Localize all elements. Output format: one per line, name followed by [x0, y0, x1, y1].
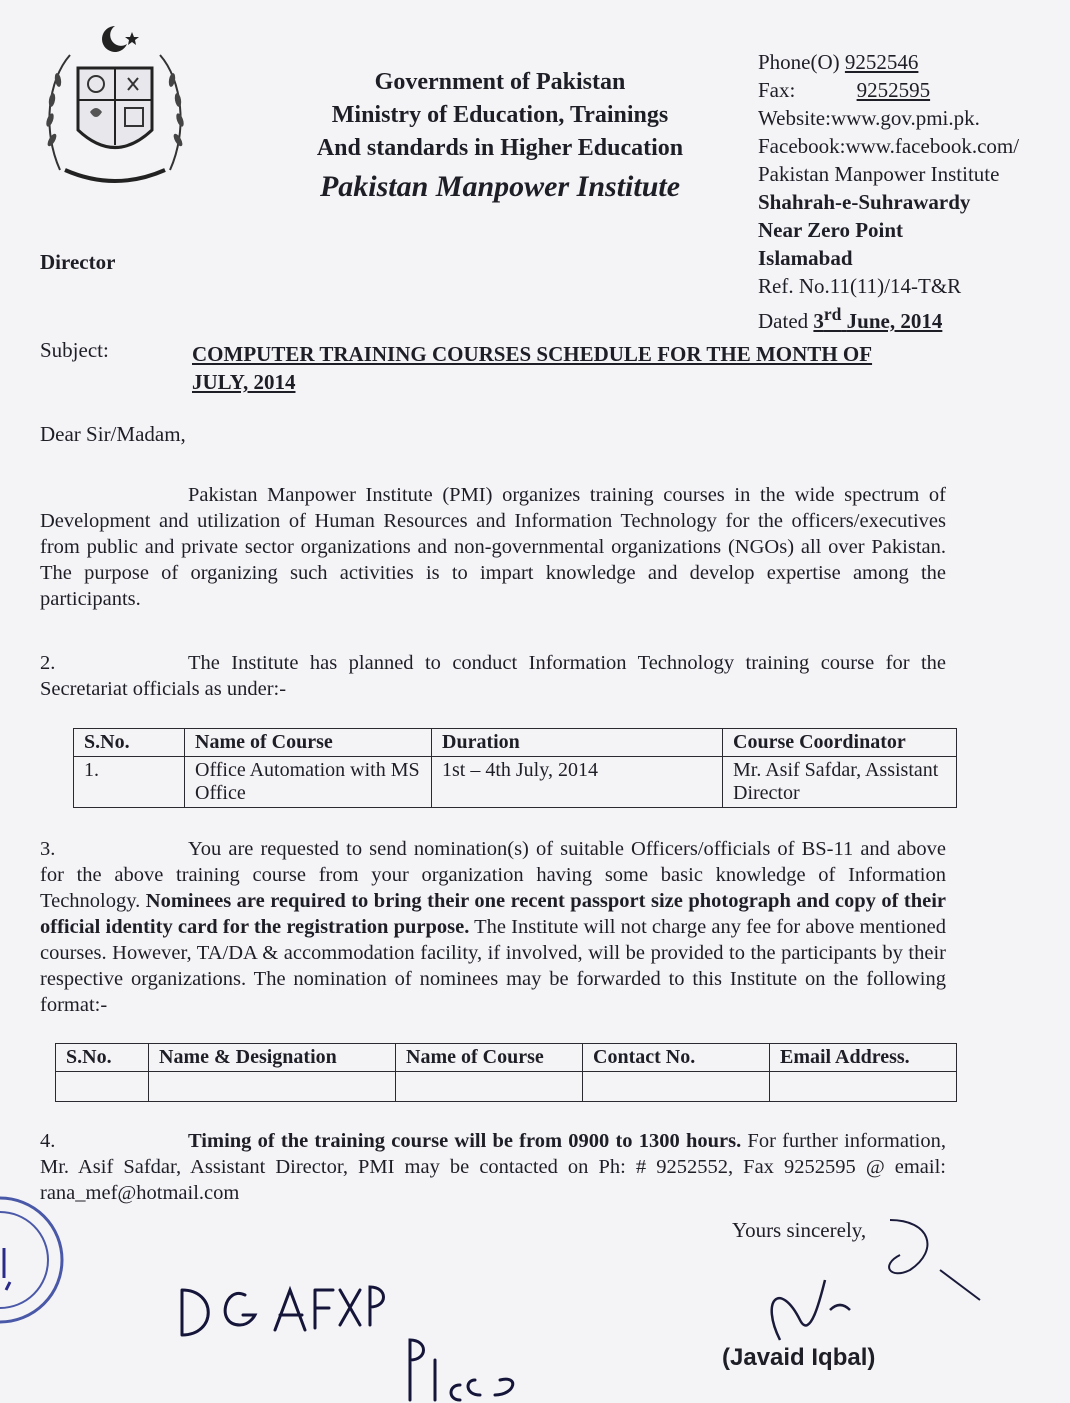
ministry-line-2: And standards in Higher Education: [316, 135, 684, 161]
subject-text: COMPUTER TRAINING COURSES SCHEDULE FOR THE MONTH OF JULY, 2014: [192, 342, 873, 394]
date-day: 3: [813, 309, 824, 333]
date-rest: June, 2014: [846, 309, 943, 333]
column-header: S.No.: [74, 729, 185, 757]
state-emblem-icon: [40, 20, 190, 200]
contact-block: [758, 48, 1068, 335]
table-cell: [56, 1072, 149, 1102]
dated-label: Dated: [758, 309, 809, 333]
phone-line: [758, 48, 1068, 76]
paragraph-1-text: Pakistan Manpower Institute (PMI) organizes training courses in the wide spectrum of Development and utilization of Human Resources and Information Technology for the officers/executives from public and private sector organizations and non-governmental organizations (NGOs) all over Pakistan. The purpose of organizing such activities is to impart knowledge and develop expertise among the participants.: [40, 484, 946, 610]
phone-number: 9252546: [844, 50, 919, 74]
paragraph-4-bold-text: Timing of the training course will be from 0900 to 1300 hours.: [188, 1130, 742, 1152]
column-header: Name & Designation: [149, 1044, 396, 1072]
institute-name: Pakistan Manpower Institute: [319, 170, 681, 203]
director-label: Director: [40, 250, 116, 274]
column-header: Course Coordinator: [723, 729, 957, 757]
table-cell: Mr. Asif Safdar, Assistant Director: [723, 757, 957, 808]
fax-line: [758, 76, 1068, 104]
stamp-icon: [0, 1180, 70, 1340]
table-cell: [770, 1072, 957, 1102]
facebook: Facebook:www.facebook.com/: [758, 134, 1020, 158]
fax-number: 9252595: [856, 78, 931, 102]
column-header: Name of Course: [396, 1044, 583, 1072]
organization-header: [230, 66, 770, 207]
nomination-format-table: [55, 1043, 957, 1102]
paragraph-1: [40, 482, 946, 612]
address-line-3: Islamabad: [758, 246, 853, 270]
table-row: [74, 757, 957, 808]
handwritten-note-icon: [170, 1270, 590, 1403]
column-header: Duration: [432, 729, 723, 757]
table-cell: Office Automation with MS Office: [185, 757, 432, 808]
paragraph-4-text: For further information, Mr. Asif Safdar, Assistant Director, PMI may be contacted on Ph: # 9252552, Fax 9252595 @ email: rana_mef@hotmail.com: [40, 1130, 946, 1204]
table-header-row: [56, 1044, 957, 1072]
salutation: Dear Sir/Madam,: [40, 422, 186, 446]
address-line-1: Shahrah-e-Suhrawardy: [758, 190, 971, 214]
column-header: Contact No.: [583, 1044, 770, 1072]
paragraph-2: [40, 650, 946, 702]
paragraph-2-number: 2.: [40, 652, 56, 674]
paragraph-2-text: The Institute has planned to conduct Information Technology training course for the Secretariat officials as under:-: [40, 652, 946, 700]
paragraph-4-number: 4.: [40, 1130, 56, 1152]
column-header: Email Address.: [770, 1044, 957, 1072]
signature-icon: [740, 1210, 1000, 1360]
closing: Yours sincerely,: [732, 1218, 867, 1242]
paragraph-3-number: 3.: [40, 838, 56, 860]
date-suffix: rd: [823, 304, 842, 324]
table-cell: 1.: [74, 757, 185, 808]
table-cell: [396, 1072, 583, 1102]
course-schedule-table: [73, 728, 957, 808]
paragraph-3-text: You are requested to send nomination(s) of suitable Officers/officials of BS-11 and above for the above training course from your organization having some basic knowledge of Information Technology.: [40, 838, 946, 912]
phone-label: Phone(O): [758, 50, 840, 74]
date-value: [813, 304, 943, 333]
table-cell: [149, 1072, 396, 1102]
table-cell: 1st – 4th July, 2014: [432, 757, 723, 808]
column-header: Name of Course: [185, 729, 432, 757]
signatory-name: (Javaid Iqbal): [722, 1344, 876, 1371]
paragraph-3-text-2: The Institute will not charge any fee for above mentioned courses. However, TA/DA & accommodation facility, if involved, will be provided to the participants by their respective organizations. The nomination of nominees may be forwarded to this Institute on the following format:-: [40, 916, 946, 1016]
reference-number: Ref. No.11(11)/14-T&R: [758, 274, 962, 298]
date-line: [758, 300, 1068, 335]
paragraph-3: [40, 836, 946, 1018]
table-header-row: [74, 729, 957, 757]
subject-label: Subject:: [40, 338, 109, 362]
table-row-empty: [56, 1072, 957, 1102]
paragraph-3-bold-text: Nominees are required to bring their one recent passport size photograph and copy of their official identity card for the registration purpose.: [40, 890, 947, 938]
table-cell: [583, 1072, 770, 1102]
ministry-line: Ministry of Education, Trainings: [331, 102, 669, 128]
website: Website:www.gov.pmi.pk.: [758, 106, 980, 130]
paragraph-4: [40, 1128, 946, 1206]
fax-label: Fax:: [758, 78, 796, 102]
address-line-2: Near Zero Point: [758, 218, 904, 242]
government-line: Government of Pakistan: [374, 69, 626, 95]
column-header: S.No.: [56, 1044, 149, 1072]
facebook-page: Pakistan Manpower Institute: [758, 162, 1000, 186]
